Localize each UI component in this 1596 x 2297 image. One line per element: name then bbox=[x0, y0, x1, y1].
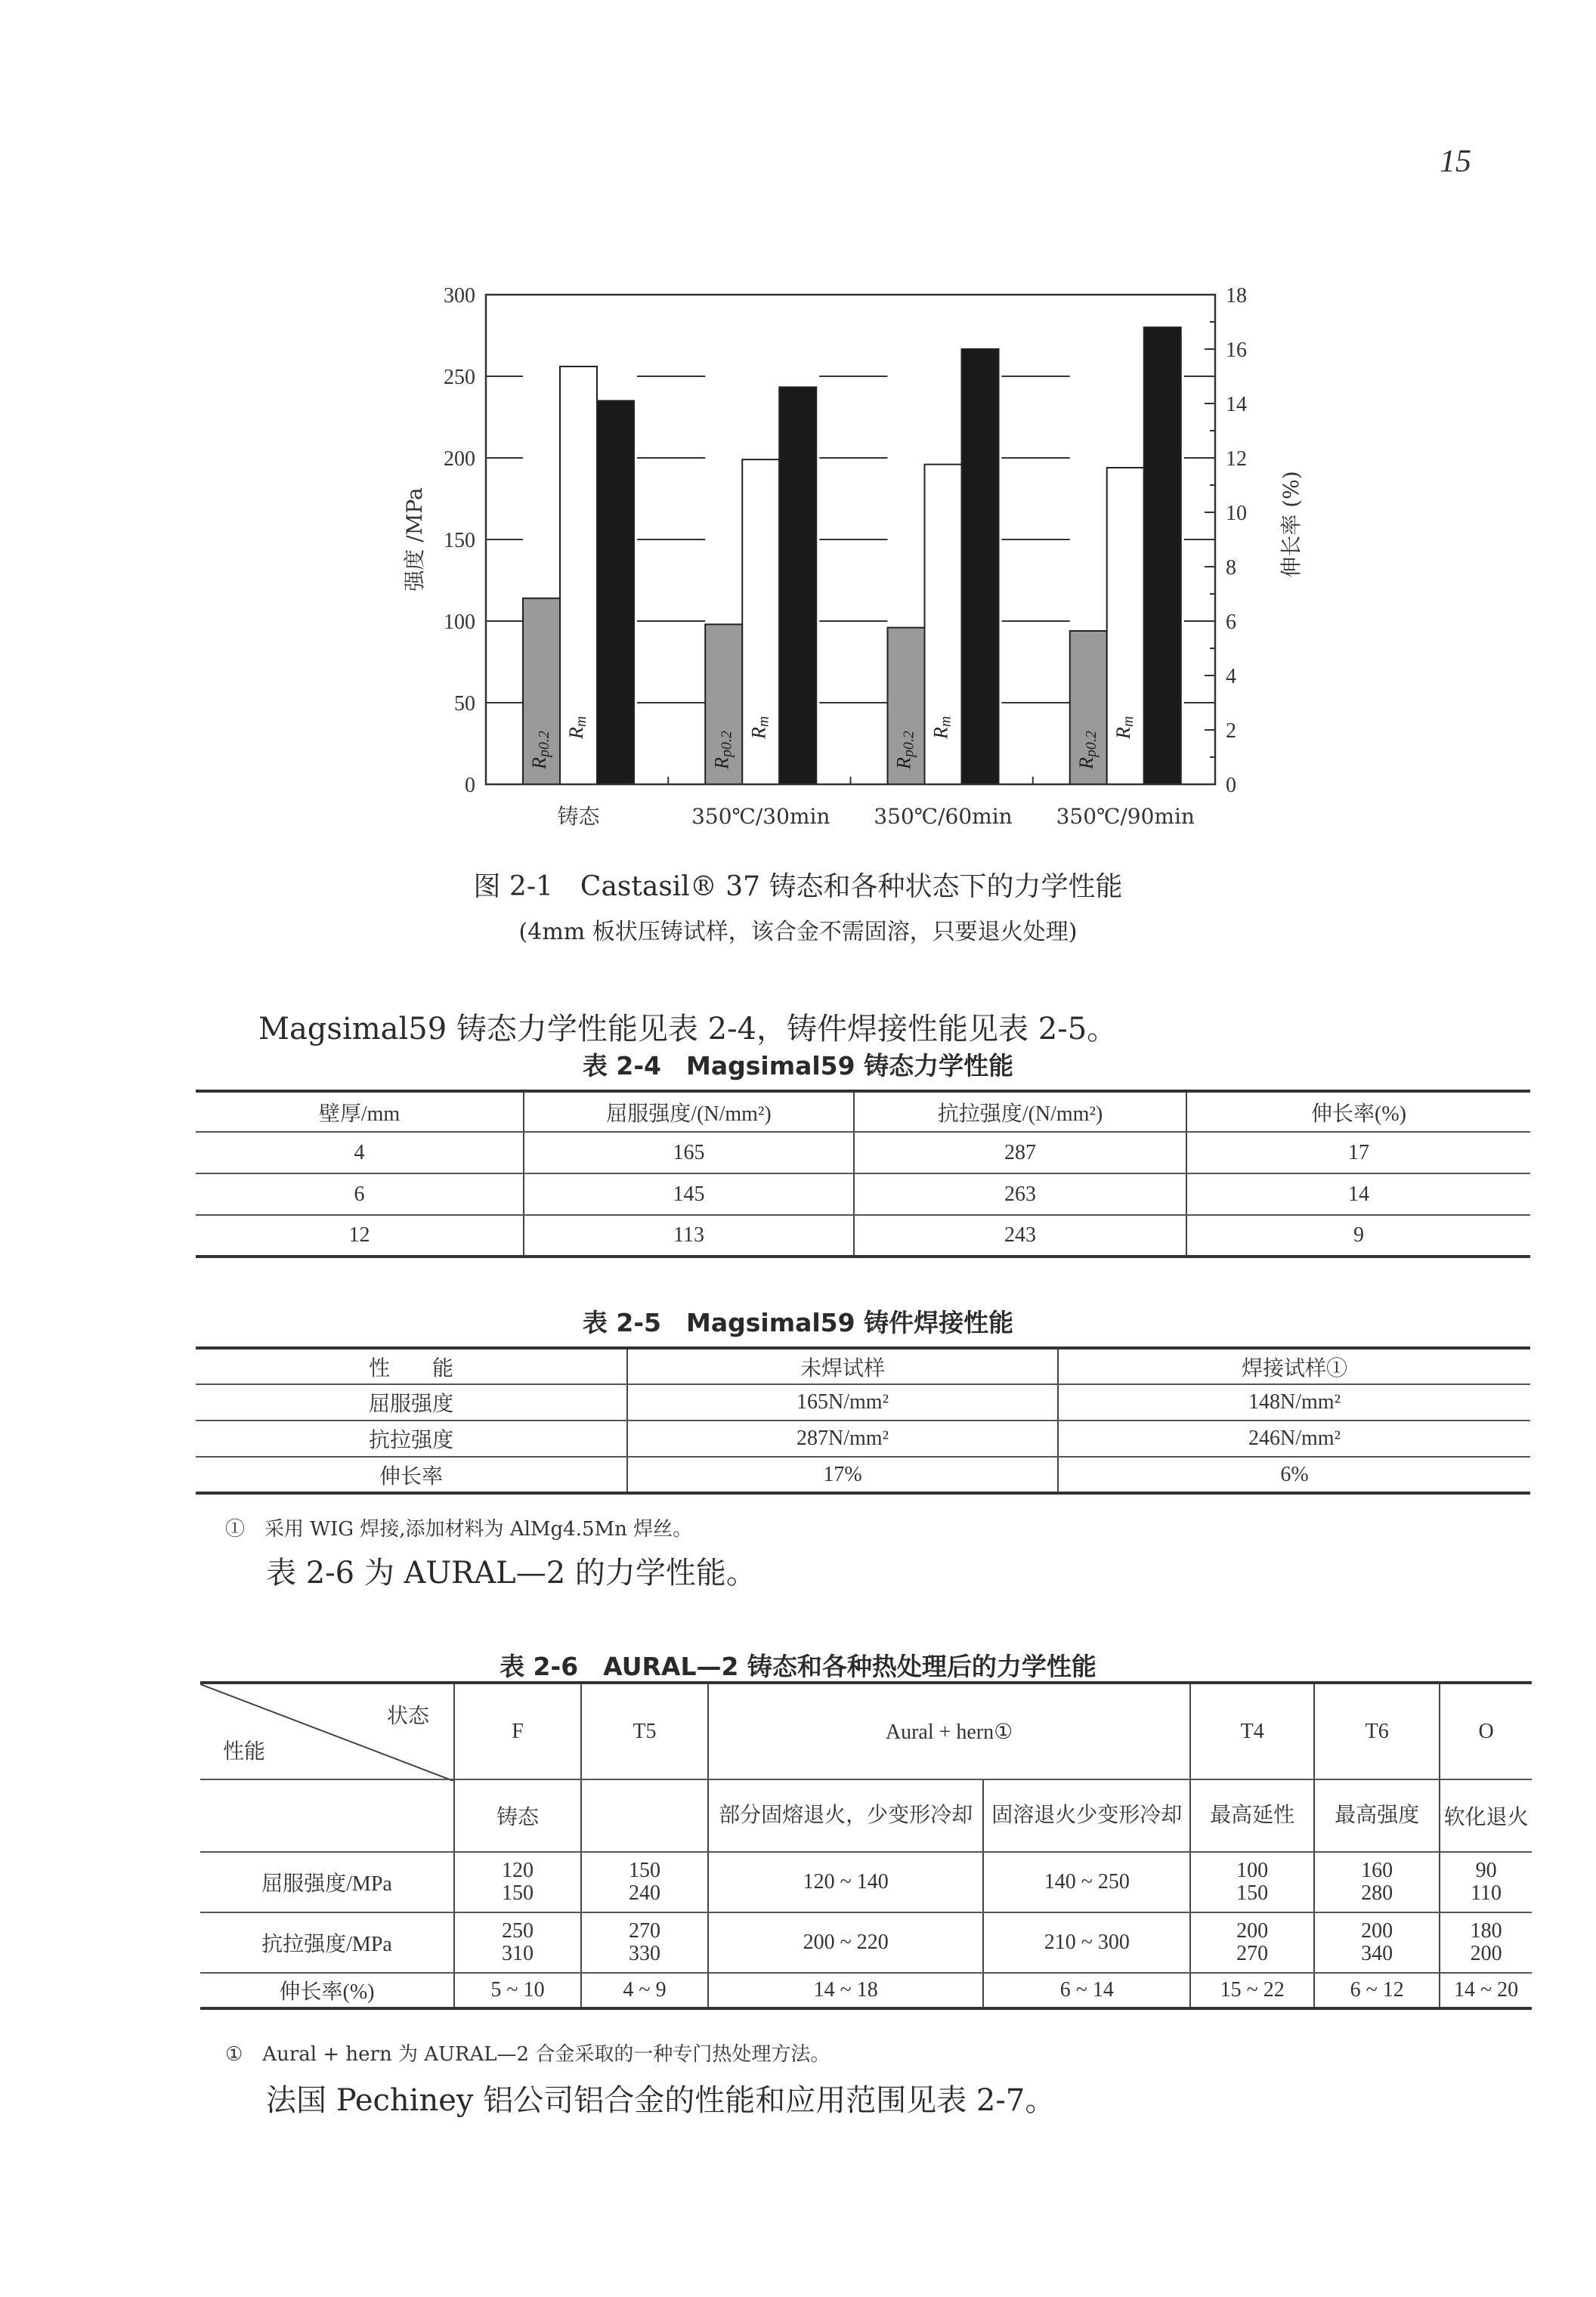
bar-label-rm-sub: m bbox=[755, 716, 772, 728]
table-cell bbox=[581, 1973, 708, 2008]
bar-label-rp02-sub: p0.2 bbox=[536, 731, 552, 758]
bar-label-rp02-sub: p0.2 bbox=[900, 731, 917, 758]
cell-value: 150 bbox=[629, 1859, 660, 1882]
table-row bbox=[200, 1912, 1532, 1973]
table-cell bbox=[1440, 1912, 1532, 1973]
table-cell: 屈服强度 bbox=[196, 1384, 627, 1421]
y2-tick-label: 4 bbox=[1226, 665, 1236, 688]
cell-value: 6 ~ 14 bbox=[1059, 1978, 1114, 2002]
y2-tick-label: 18 bbox=[1226, 284, 1247, 308]
table-cell bbox=[983, 1973, 1190, 2008]
table-cell: 113 bbox=[524, 1215, 854, 1257]
figure-caption: 图 2-1 Castasil® 37 铸态和各种状态下的力学性能 bbox=[473, 871, 1123, 902]
cell-value: 280 bbox=[1361, 1881, 1393, 1905]
table-2-5 bbox=[196, 1346, 1530, 1495]
table-header-cell: F bbox=[454, 1683, 581, 1779]
y2-tick-label: 16 bbox=[1226, 339, 1247, 362]
bar--3 bbox=[1144, 327, 1181, 784]
table-cell bbox=[708, 1912, 983, 1973]
table-cell bbox=[454, 1973, 581, 2008]
bar-label-rm-sub: m bbox=[1119, 716, 1137, 728]
table-cell bbox=[983, 1912, 1190, 1973]
table-2-4-title: 表 2-4 Magsimal59 铸态力学性能 bbox=[582, 1051, 1014, 1080]
cell-value: 160 bbox=[1361, 1859, 1393, 1882]
cell-value: 210 ~ 300 bbox=[1044, 1931, 1130, 1954]
table-2-5-title: 表 2-5 Magsimal59 铸件焊接性能 bbox=[582, 1308, 1014, 1337]
table-description-cell: 固溶退火少变形冷却 bbox=[983, 1779, 1190, 1852]
bar-label-rm-main: R bbox=[929, 727, 952, 739]
table-row bbox=[200, 1852, 1532, 1912]
cell-value: 110 bbox=[1471, 1881, 1502, 1905]
table-row bbox=[196, 1421, 1530, 1457]
table-header-cell: 抗拉强度/(N/mm²) bbox=[854, 1091, 1186, 1132]
bar-label-rp02-main: R bbox=[528, 757, 550, 769]
paragraph-1: Magsimal59 铸态力学性能见表 2-4，铸件焊接性能见表 2-5。 bbox=[258, 1012, 1118, 1046]
table-description-cell: 软化退火 bbox=[1440, 1779, 1532, 1852]
row-label: 伸长率(%) bbox=[200, 1973, 454, 2008]
table-corner-cell bbox=[200, 1683, 454, 1779]
cell-value: 310 bbox=[502, 1942, 534, 1965]
y2-axis-label: 伸长率 (%) bbox=[1279, 471, 1304, 578]
table-cell: 9 bbox=[1186, 1215, 1530, 1257]
y-tick-label: 0 bbox=[465, 774, 475, 797]
corner-label-property: 性能 bbox=[223, 1740, 266, 1764]
table-cell: 4 bbox=[196, 1132, 524, 1173]
x-category-label: 350℃/60min bbox=[874, 804, 1013, 829]
cell-value: 270 bbox=[1236, 1942, 1269, 1965]
y-tick-label: 150 bbox=[444, 529, 475, 552]
bar-label-rp02-sub: p0.2 bbox=[718, 731, 735, 758]
table-cell bbox=[200, 1779, 454, 1852]
x-category-label: 铸态 bbox=[557, 804, 600, 829]
table-cell bbox=[454, 1852, 581, 1912]
table-description-cell: 铸态 bbox=[454, 1779, 581, 1852]
row-label: 屈服强度/MPa bbox=[200, 1852, 454, 1912]
cell-value: 180 bbox=[1470, 1919, 1502, 1943]
table-cell: 17 bbox=[1186, 1132, 1530, 1173]
x-category-label: 350℃/30min bbox=[691, 804, 830, 829]
table-description-cell: 部分固熔退火，少变形冷却 bbox=[708, 1779, 983, 1852]
table-cell bbox=[983, 1852, 1190, 1912]
table-header-cell: 焊接试样① bbox=[1058, 1348, 1530, 1384]
table-header-cell: 伸长率(%) bbox=[1186, 1091, 1530, 1132]
table-cell: 246N/mm² bbox=[1058, 1421, 1530, 1457]
table-header-cell: 性 能 bbox=[196, 1348, 627, 1384]
table-cell: 145 bbox=[524, 1173, 854, 1215]
table-cell bbox=[581, 1852, 708, 1912]
table-cell bbox=[1440, 1852, 1532, 1912]
corner-label-state: 状态 bbox=[386, 1705, 429, 1728]
table-cell bbox=[1190, 1912, 1314, 1973]
table-header-cell: 未焊试样 bbox=[627, 1348, 1058, 1384]
cell-value: 330 bbox=[629, 1942, 660, 1965]
table-cell bbox=[1314, 1852, 1440, 1912]
table-cell bbox=[708, 1973, 983, 2008]
table-cell bbox=[1190, 1973, 1314, 2008]
y2-tick-label: 14 bbox=[1226, 393, 1247, 416]
table-2-6-footnote: ① Aural + hern 为 AURAL—2 合金采取的一种专门热处理方法。 bbox=[225, 2043, 830, 2066]
bar-label-rp02-main: R bbox=[892, 757, 915, 769]
bar-label-rp02-main: R bbox=[710, 757, 733, 769]
cell-value: 5 ~ 10 bbox=[490, 1978, 545, 2002]
x-category-label: 350℃/90min bbox=[1056, 804, 1195, 829]
y2-tick-label: 12 bbox=[1226, 447, 1247, 471]
cell-value: 15 ~ 22 bbox=[1220, 1978, 1285, 2002]
bar--2 bbox=[962, 349, 999, 784]
table-cell: 287N/mm² bbox=[627, 1421, 1058, 1457]
table-header-cell: O bbox=[1440, 1683, 1532, 1779]
table-header-cell: T6 bbox=[1314, 1683, 1440, 1779]
cell-value: 250 bbox=[502, 1919, 534, 1943]
table-2-4 bbox=[196, 1090, 1530, 1258]
cell-value: 120 ~ 140 bbox=[803, 1870, 889, 1894]
table-row bbox=[196, 1215, 1530, 1257]
paragraph-2: 表 2-6 为 AURAL—2 的力学性能。 bbox=[266, 1556, 756, 1591]
table-cell: 6% bbox=[1058, 1457, 1530, 1493]
cell-value: 4 ~ 9 bbox=[623, 1978, 667, 2002]
cell-value: 270 bbox=[629, 1919, 660, 1943]
cell-value: 150 bbox=[1236, 1881, 1269, 1905]
table-header-cell: 屈服强度/(N/mm²) bbox=[524, 1091, 854, 1132]
cell-value: 100 bbox=[1236, 1859, 1269, 1882]
bar-label-rm-sub: m bbox=[573, 716, 589, 728]
cell-value: 150 bbox=[502, 1881, 534, 1905]
table-header-cell: T5 bbox=[581, 1683, 708, 1779]
table-2-6 bbox=[200, 1681, 1532, 2010]
table-description-cell bbox=[581, 1779, 708, 1852]
row-label: 抗拉强度/MPa bbox=[200, 1912, 454, 1973]
table-2-6-title: 表 2-6 AURAL—2 铸态和各种热处理后的力学性能 bbox=[500, 1652, 1096, 1681]
bar-label-rm-main: R bbox=[747, 727, 770, 739]
table-cell: 263 bbox=[854, 1173, 1186, 1215]
cell-value: 14 ~ 18 bbox=[813, 1978, 878, 2002]
table-cell: 14 bbox=[1186, 1173, 1530, 1215]
cell-value: 90 bbox=[1475, 1859, 1497, 1882]
y-tick-label: 300 bbox=[444, 284, 475, 308]
table-cell: 17% bbox=[627, 1457, 1058, 1493]
bar--0 bbox=[597, 400, 634, 784]
bar-label-rm-sub: m bbox=[937, 716, 954, 728]
figure-2-1-chart bbox=[0, 0, 1596, 846]
bar-label-rp02-main: R bbox=[1075, 757, 1097, 769]
y2-tick-label: 10 bbox=[1226, 502, 1247, 525]
table-cell: 165N/mm² bbox=[627, 1384, 1058, 1421]
bar-label-rm-main: R bbox=[1112, 727, 1134, 739]
table-cell: 伸长率 bbox=[196, 1457, 627, 1493]
table-cell: 抗拉强度 bbox=[196, 1421, 627, 1457]
y2-tick-label: 8 bbox=[1226, 556, 1236, 580]
cell-value: 200 bbox=[1361, 1919, 1393, 1943]
y2-tick-label: 2 bbox=[1226, 719, 1236, 743]
cell-value: 200 bbox=[1236, 1919, 1269, 1943]
y-tick-label: 250 bbox=[444, 366, 475, 389]
paragraph-3: 法国 Pechiney 铝公司铝合金的性能和应用范围见表 2-7。 bbox=[266, 2083, 1056, 2118]
table-row bbox=[200, 1973, 1532, 2008]
cell-value: 120 bbox=[502, 1859, 534, 1882]
table-cell bbox=[1190, 1852, 1314, 1912]
table-header-cell: T4 bbox=[1190, 1683, 1314, 1779]
table-row bbox=[196, 1457, 1530, 1493]
bar--1 bbox=[779, 387, 816, 784]
table-cell: 148N/mm² bbox=[1058, 1384, 1530, 1421]
cell-value: 140 ~ 250 bbox=[1044, 1870, 1130, 1894]
table-cell: 165 bbox=[524, 1132, 854, 1173]
y-axis-label: 强度 /MPa bbox=[402, 487, 427, 592]
table-cell bbox=[1314, 1912, 1440, 1973]
table-cell: 6 bbox=[196, 1173, 524, 1215]
bar-label-rm-main: R bbox=[565, 727, 587, 739]
cell-value: 340 bbox=[1361, 1942, 1393, 1965]
table-description-cell: 最高强度 bbox=[1314, 1779, 1440, 1852]
cell-value: 6 ~ 12 bbox=[1350, 1978, 1404, 2002]
y-tick-label: 100 bbox=[444, 611, 475, 634]
y-tick-label: 50 bbox=[454, 692, 475, 716]
table-2-5-footnote: ① 采用 WIG 焊接,添加材料为 AlMg4.5Mn 焊丝。 bbox=[225, 1518, 693, 1541]
cell-value: 240 bbox=[629, 1881, 660, 1905]
table-cell bbox=[454, 1912, 581, 1973]
table-row bbox=[196, 1384, 1530, 1421]
table-row bbox=[196, 1173, 1530, 1215]
table-cell: 243 bbox=[854, 1215, 1186, 1257]
table-cell: 12 bbox=[196, 1215, 524, 1257]
y-tick-label: 200 bbox=[444, 447, 475, 471]
cell-value: 14 ~ 20 bbox=[1454, 1978, 1519, 2002]
table-cell bbox=[1440, 1973, 1532, 2008]
table-row bbox=[196, 1132, 1530, 1173]
page-number: 15 bbox=[1440, 144, 1471, 179]
table-description-cell: 最高延性 bbox=[1190, 1779, 1314, 1852]
y2-tick-label: 0 bbox=[1226, 774, 1236, 797]
cell-value: 200 ~ 220 bbox=[803, 1931, 889, 1954]
table-cell bbox=[581, 1912, 708, 1973]
cell-value: 200 bbox=[1470, 1942, 1502, 1965]
figure-subcaption: (4mm 板状压铸试样，该合金不需固溶，只要退火处理) bbox=[518, 919, 1078, 945]
table-cell bbox=[708, 1852, 983, 1912]
table-header-cell: 壁厚/mm bbox=[196, 1091, 524, 1132]
table-cell bbox=[1314, 1973, 1440, 2008]
table-cell: 287 bbox=[854, 1132, 1186, 1173]
table-header-cell: Aural + hern① bbox=[708, 1683, 1190, 1779]
bar-label-rp02-sub: p0.2 bbox=[1082, 731, 1100, 758]
y2-tick-label: 6 bbox=[1226, 611, 1236, 634]
